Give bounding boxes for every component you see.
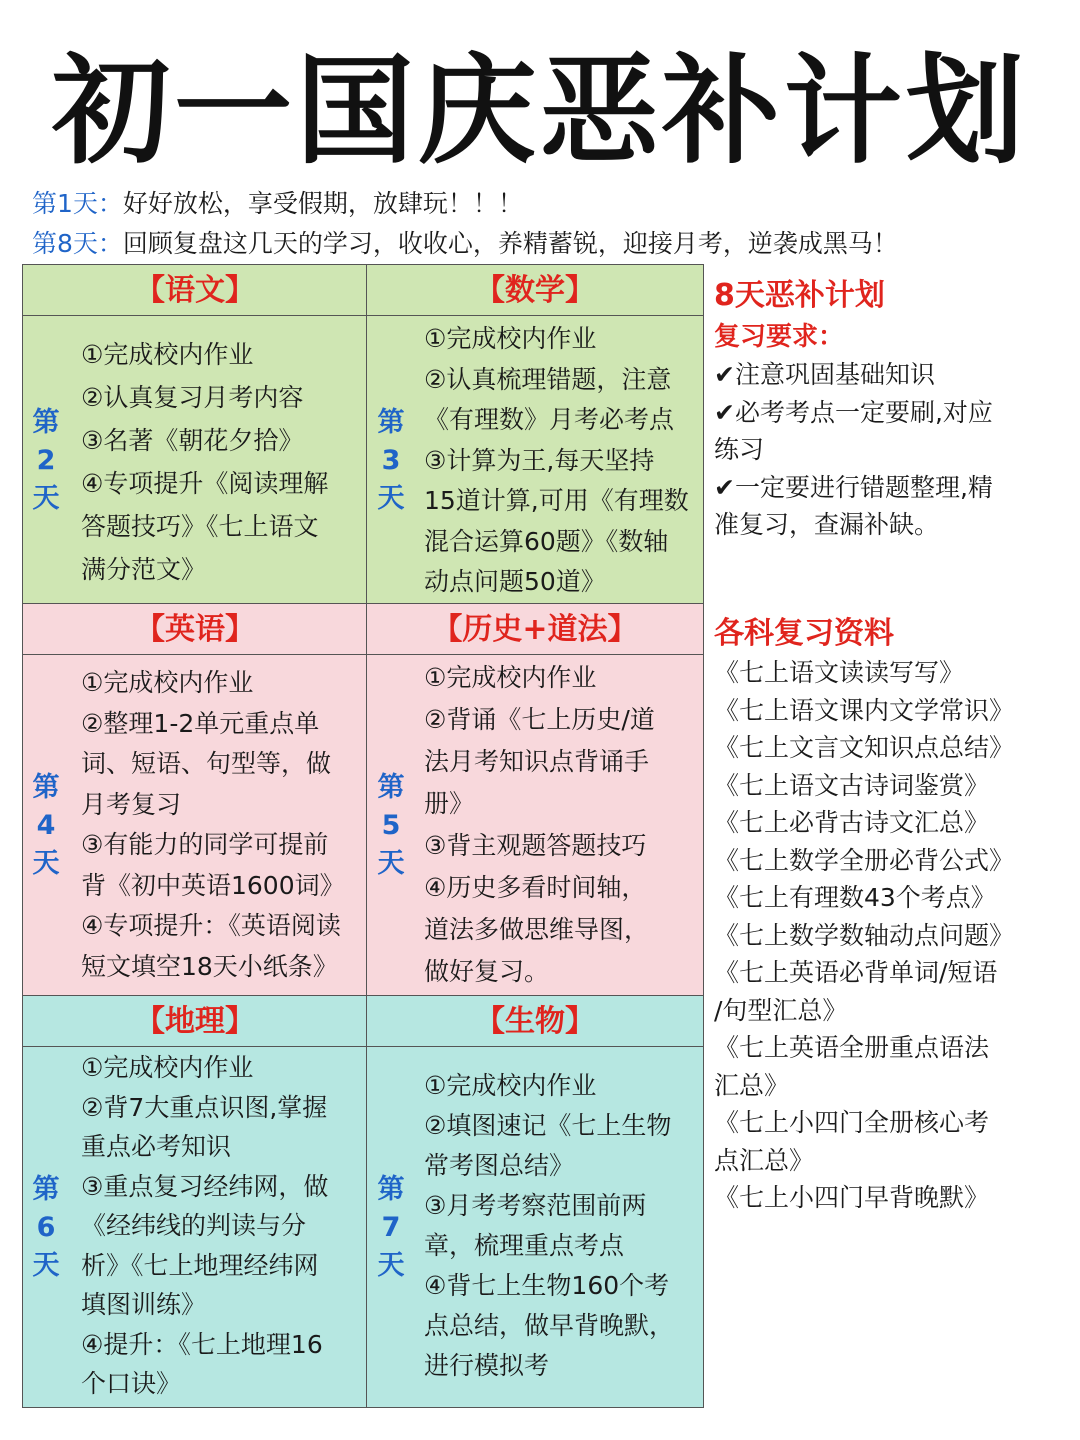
list-item: 点汇总》 (714, 1145, 815, 1175)
list-item: ③重点复习经纬网，做 (81, 1171, 329, 1201)
block-geography-text (81, 1048, 328, 1404)
list-item: ②认真梳理错题，注意 (424, 364, 672, 394)
subject-header-english: 【英语】 (22, 603, 368, 656)
list-item: ②填图速记《七上生物 (424, 1111, 672, 1140)
list-item: 练习 (714, 435, 765, 464)
block-history-civics (366, 654, 704, 997)
list-item: 《七上文言文知识点总结》 (714, 733, 1015, 762)
intro-day1 (32, 186, 1072, 222)
list-item: 《七上语文课内文学常识》 (714, 695, 1015, 725)
list-item: ③背主观题答题技巧 (424, 831, 647, 860)
list-item: 《七上语文读读写写》 (714, 658, 965, 687)
list-item: 重点必考知识 (81, 1132, 232, 1161)
list-item: 法月考知识点背诵手 (424, 747, 650, 776)
list-item: ④提升：《七上地理16 (81, 1329, 323, 1359)
block-math (366, 315, 704, 605)
list-item: 析》《七上地理经纬网 (81, 1250, 319, 1280)
review-requirements (714, 276, 1064, 544)
list-item: 《有理数》月考必考点 (424, 405, 675, 434)
list-item: 答题技巧》《七上语文 (81, 512, 319, 541)
subject-header-geography: 【地理】 (22, 995, 368, 1048)
list-item: 点总结，做早背晚默， (424, 1311, 675, 1340)
day-label-5: 第 5 天 (377, 772, 405, 879)
list-item: 《七上小四门早背晚默》 (714, 1183, 990, 1212)
list-item: ✔注意巩固基础知识 (714, 360, 935, 389)
list-item: 《七上数学数轴动点问题》 (714, 920, 1015, 950)
review-materials (714, 614, 1064, 1217)
list-item: 《七上必背古诗文汇总》 (714, 808, 990, 837)
list-item: /句型汇总》 (714, 995, 848, 1025)
intro-day1-label: 第1天： (32, 189, 123, 218)
list-item: ①完成校内作业 (81, 668, 254, 697)
list-item: ③有能力的同学可提前 (81, 830, 329, 859)
block-history-civics-text (424, 657, 655, 993)
list-item: ②背诵《七上历史/道 (424, 705, 655, 734)
day-label-7: 第 7 天 (377, 1174, 405, 1281)
list-item: 15道计算,可用《有理数 (424, 486, 689, 515)
list-item: ①完成校内作业 (424, 324, 597, 353)
list-item: ①完成校内作业 (81, 340, 254, 369)
day-label-3: 第 3 天 (377, 407, 405, 514)
requirements-heading: 复习要求： (714, 322, 845, 352)
list-item: ①完成校内作业 (81, 1053, 254, 1082)
day-label-4: 第 4 天 (32, 772, 60, 879)
block-geography (22, 1046, 368, 1408)
intro-day8 (32, 226, 1072, 262)
list-item: ③名著《朝花夕拾》 (81, 426, 304, 455)
intro-day8-label: 第8天： (32, 229, 123, 258)
list-item: ③月考考察范围前两 (424, 1191, 647, 1220)
block-english (22, 654, 368, 997)
block-chinese (22, 315, 368, 605)
subject-header-history-civics: 【历史+道法】 (366, 603, 704, 656)
list-item: 《经纬线的判读与分 (81, 1211, 307, 1240)
list-item: 词、短语、句型等，做 (81, 749, 332, 778)
list-item: 背《初中英语1600词》 (81, 870, 345, 900)
list-item: 汇总》 (714, 1070, 790, 1100)
list-item: ④背七上生物160个考 (424, 1271, 670, 1300)
intro-day1-text: 好好放松，享受假期，放肆玩！！！ (122, 189, 523, 218)
subject-header-chinese: 【语文】 (22, 264, 368, 317)
block-chinese-text (81, 333, 328, 591)
list-item: 《七上数学全册必背公式》 (714, 845, 1015, 875)
list-item: 短文填空18天小纸条》 (81, 951, 338, 981)
list-item: 做好复习。 (424, 957, 550, 986)
list-item: 满分范文》 (81, 555, 207, 584)
day-label-6: 第 6 天 (32, 1174, 60, 1281)
block-english-text (81, 663, 345, 987)
list-item: ④专项提升：《英语阅读 (81, 911, 341, 940)
list-item: 准复习，查漏补缺。 (714, 510, 940, 539)
list-item: ✔必考考点一定要刷,对应 (714, 397, 993, 427)
list-item: ③计算为王,每天坚持 (424, 445, 655, 475)
list-item: ✔一定要进行错题整理,精 (714, 472, 993, 502)
list-item: 章，梳理重点考点 (424, 1231, 625, 1260)
list-item: ②整理1-2单元重点单 (81, 708, 320, 738)
list-item: 道法多做思维导图， (424, 915, 650, 944)
list-item: 动点问题50道》 (424, 567, 606, 596)
list-item: 混合运算60题》《数轴 (424, 526, 669, 556)
list-item: 常考图总结》 (424, 1151, 575, 1180)
list-item: 填图训练》 (81, 1290, 207, 1319)
list-item: 个口诀》 (81, 1369, 182, 1398)
list-item: 《七上语文古诗词鉴赏》 (714, 770, 990, 800)
list-item: 《七上英语必背单词/短语 (714, 958, 998, 987)
list-item: ②认真复习月考内容 (81, 383, 304, 412)
list-item: 册》 (424, 789, 475, 818)
list-item: 《七上小四门全册核心考 (714, 1108, 990, 1137)
intro-day8-text: 回顾复盘这几天的学习，收收心，养精蓄锐，迎接月考，逆袭成黑马！ (122, 229, 898, 258)
list-item: ①完成校内作业 (424, 1071, 597, 1100)
list-item: 《七上英语全册重点语法 (714, 1033, 990, 1062)
subject-header-biology: 【生物】 (366, 995, 704, 1048)
list-item: ④专项提升《阅读理解 (81, 469, 329, 498)
list-item: 月考复习 (81, 789, 182, 819)
block-math-text (424, 319, 689, 603)
subject-header-math: 【数学】 (366, 264, 704, 317)
plan-heading: 8天恶补计划 (714, 278, 885, 313)
materials-heading: 各科复习资料 (714, 616, 894, 651)
list-item: ②背7大重点识图,掌握 (81, 1092, 328, 1122)
block-biology-text (424, 1066, 674, 1386)
page-title: 初一国庆恶补计划 (51, 42, 1028, 180)
block-biology (366, 1046, 704, 1408)
list-item: ①完成校内作业 (424, 663, 597, 692)
day-label-2: 第 2 天 (32, 407, 60, 514)
list-item: ④历史多看时间轴， (424, 873, 647, 902)
list-item: 《七上有理数43个考点》 (714, 883, 996, 912)
list-item: 进行模拟考 (424, 1351, 550, 1380)
plan-grid (22, 264, 704, 1408)
